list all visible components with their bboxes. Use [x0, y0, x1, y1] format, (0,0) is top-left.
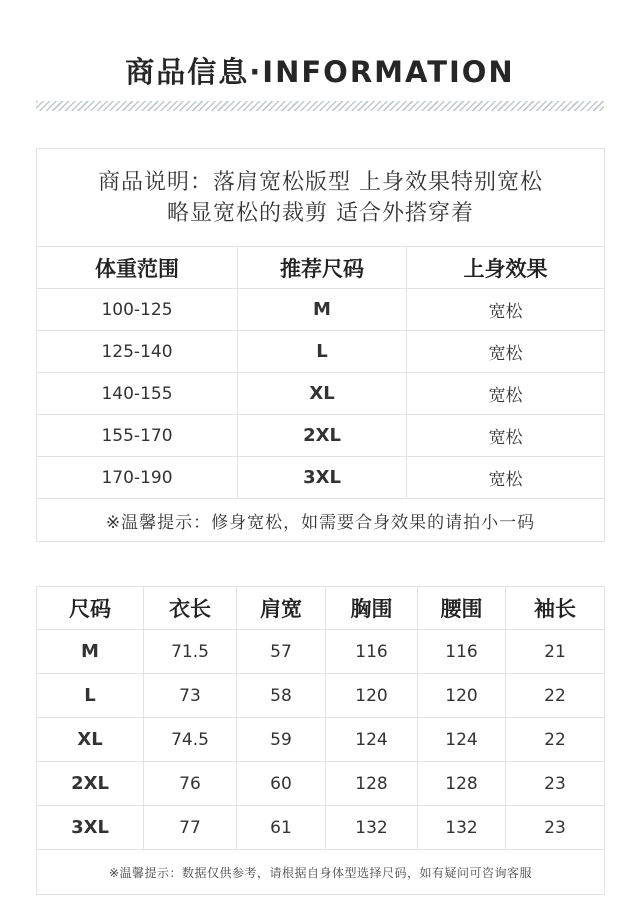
chest-value: 128	[326, 762, 418, 806]
length-value: 77	[144, 806, 237, 850]
weight-range: 100-125	[37, 289, 238, 331]
waist-value: 128	[418, 762, 506, 806]
chest-value: 124	[326, 718, 418, 762]
recommended-size: XL	[238, 373, 407, 415]
chest-value: 116	[326, 630, 418, 674]
column-header: 体重范围	[37, 247, 238, 289]
length-value: 74.5	[144, 718, 237, 762]
recommended-size: 2XL	[238, 415, 407, 457]
table-row	[37, 457, 605, 499]
column-header: 衣长	[144, 587, 237, 630]
size-label: L	[37, 674, 144, 718]
table-row	[37, 762, 605, 806]
sleeve-value: 21	[506, 630, 605, 674]
column-header: 腰围	[418, 587, 506, 630]
size-chart-table	[36, 586, 605, 895]
sleeve-value: 23	[506, 806, 605, 850]
fit-effect: 宽松	[407, 331, 605, 373]
shoulder-value: 59	[237, 718, 326, 762]
product-description	[37, 149, 605, 247]
sleeve-value: 23	[506, 762, 605, 806]
recommended-size: L	[238, 331, 407, 373]
table-row	[37, 630, 605, 674]
page-title: 商品信息·INFORMATION	[125, 55, 515, 89]
weight-range: 140-155	[37, 373, 238, 415]
fit-effect: 宽松	[407, 289, 605, 331]
length-value: 73	[144, 674, 237, 718]
fit-effect: 宽松	[407, 457, 605, 499]
waist-value: 124	[418, 718, 506, 762]
shoulder-value: 58	[237, 674, 326, 718]
description-line-2: 略显宽松的裁剪 适合外搭穿着	[167, 200, 475, 226]
recommended-size: M	[238, 289, 407, 331]
size-label: 3XL	[37, 806, 144, 850]
shoulder-value: 61	[237, 806, 326, 850]
description-line-1: 商品说明：落肩宽松版型 上身效果特别宽松	[98, 169, 544, 195]
recommended-size: 3XL	[238, 457, 407, 499]
column-header: 胸围	[326, 587, 418, 630]
column-header: 推荐尺码	[238, 247, 407, 289]
table-row	[37, 718, 605, 762]
weight-range: 125-140	[37, 331, 238, 373]
weight-range: 155-170	[37, 415, 238, 457]
waist-value: 132	[418, 806, 506, 850]
length-value: 71.5	[144, 630, 237, 674]
table-row	[37, 331, 605, 373]
decorative-divider	[36, 101, 604, 111]
size-label: 2XL	[37, 762, 144, 806]
length-value: 76	[144, 762, 237, 806]
sleeve-value: 22	[506, 718, 605, 762]
fit-tip-note: ※温馨提示：修身宽松，如需要合身效果的请拍小一码	[37, 499, 605, 542]
table-row	[37, 415, 605, 457]
column-header: 尺码	[37, 587, 144, 630]
column-header: 上身效果	[407, 247, 605, 289]
size-label: XL	[37, 718, 144, 762]
fit-recommendation-table	[36, 148, 605, 542]
table-row	[37, 806, 605, 850]
fit-effect: 宽松	[407, 373, 605, 415]
table-row	[37, 373, 605, 415]
waist-value: 116	[418, 630, 506, 674]
chest-value: 120	[326, 674, 418, 718]
weight-range: 170-190	[37, 457, 238, 499]
size-label: M	[37, 630, 144, 674]
column-header: 袖长	[506, 587, 605, 630]
table-row	[37, 674, 605, 718]
sleeve-value: 22	[506, 674, 605, 718]
column-header: 肩宽	[237, 587, 326, 630]
size-table-header-row	[37, 587, 605, 630]
table-row	[37, 289, 605, 331]
size-tip-note: ※温馨提示：数据仅供参考，请根据自身体型选择尺码，如有疑问可咨询客服	[37, 850, 605, 895]
waist-value: 120	[418, 674, 506, 718]
shoulder-value: 60	[237, 762, 326, 806]
chest-value: 132	[326, 806, 418, 850]
shoulder-value: 57	[237, 630, 326, 674]
fit-table-header-row	[37, 247, 605, 289]
fit-effect: 宽松	[407, 415, 605, 457]
